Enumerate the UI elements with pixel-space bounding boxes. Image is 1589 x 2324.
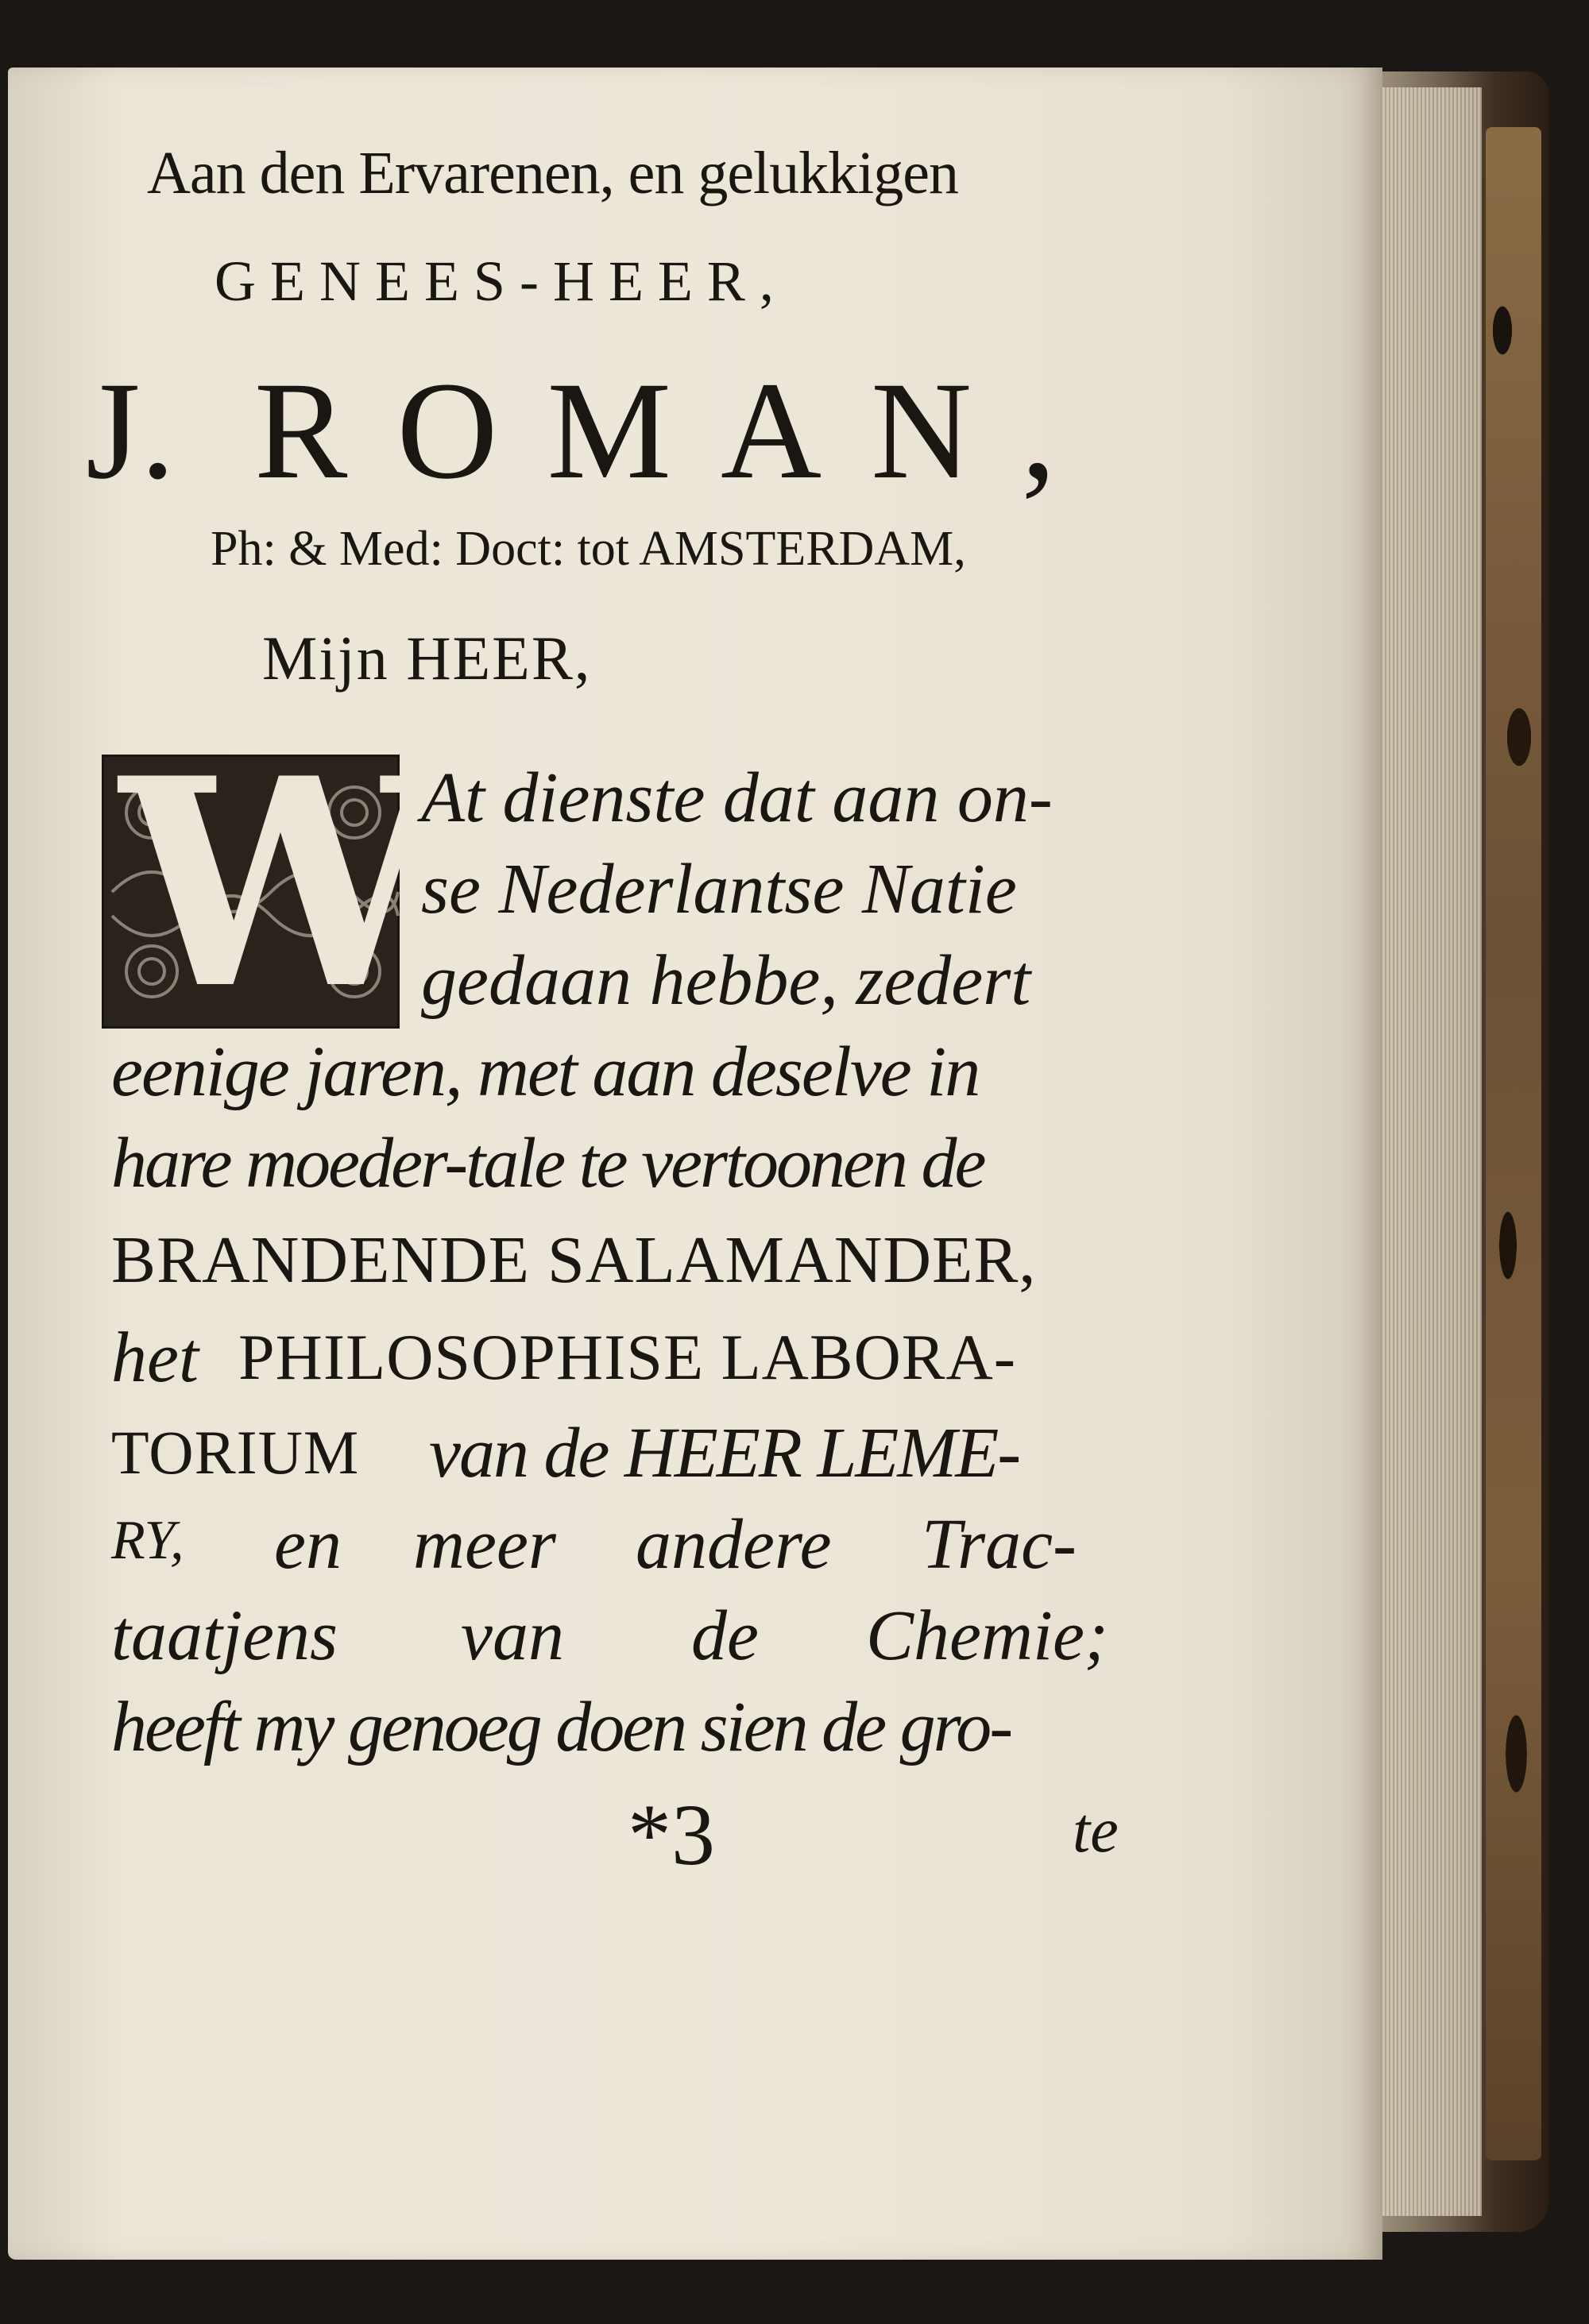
body-line-8b: van de HEER LEME-: [429, 1414, 1020, 1492]
ornamental-drop-cap: [102, 716, 442, 1052]
body-line-1: At dienste dat aan on-: [421, 759, 1053, 837]
catchword: te: [1073, 1796, 1119, 1866]
page-edges: [1378, 87, 1482, 2216]
body-line-9c: meer: [413, 1505, 556, 1584]
body-line-3: gedaan hebbe, zedert: [421, 941, 1031, 1020]
marbled-cover: [1486, 127, 1541, 2160]
body-line-9e: Trac-: [922, 1505, 1077, 1584]
body-line-9d: andere: [636, 1505, 832, 1584]
body-line-6: BRANDENDE SALAMANDER,: [111, 1223, 1037, 1297]
greeting: Mijn HEER,: [262, 623, 592, 693]
body-line-9a: RY,: [111, 1510, 184, 1571]
body-line-5: hare moeder-tale te vertoonen de: [111, 1124, 984, 1203]
body-line-7-prefix: het: [111, 1318, 199, 1397]
body-line-10a: taatjens: [111, 1596, 338, 1675]
dedication-name-initial: J.: [86, 353, 176, 508]
body-line-8a: TORIUM: [111, 1418, 360, 1487]
dedication-line-1: Aan den Ervarenen, en gelukkigen: [147, 140, 959, 207]
body-line-7: PHILOSOPHISE LABORA-: [238, 1321, 1017, 1393]
dedication-line-4: Ph: & Med: Doct: tot AMSTERDAM,: [211, 522, 966, 576]
body-line-2: se Nederlantse Natie: [421, 850, 1017, 928]
body-line-9b: en: [274, 1505, 342, 1584]
body-line-10c: de: [691, 1596, 759, 1675]
signature-mark: *3: [628, 1786, 715, 1883]
body-line-10d: Chemie;: [866, 1596, 1108, 1675]
body-line-10b: van: [461, 1596, 564, 1675]
drop-cap-letter: W: [120, 716, 442, 1052]
dedication-name: ROMAN,: [254, 353, 1106, 508]
dedication-line-2: GENEES-HEER,: [215, 249, 788, 313]
body-line-11: heeft my genoeg doen sien de gro-: [111, 1688, 1011, 1766]
body-line-4: eenige jaren, met aan deselve in: [111, 1033, 980, 1111]
